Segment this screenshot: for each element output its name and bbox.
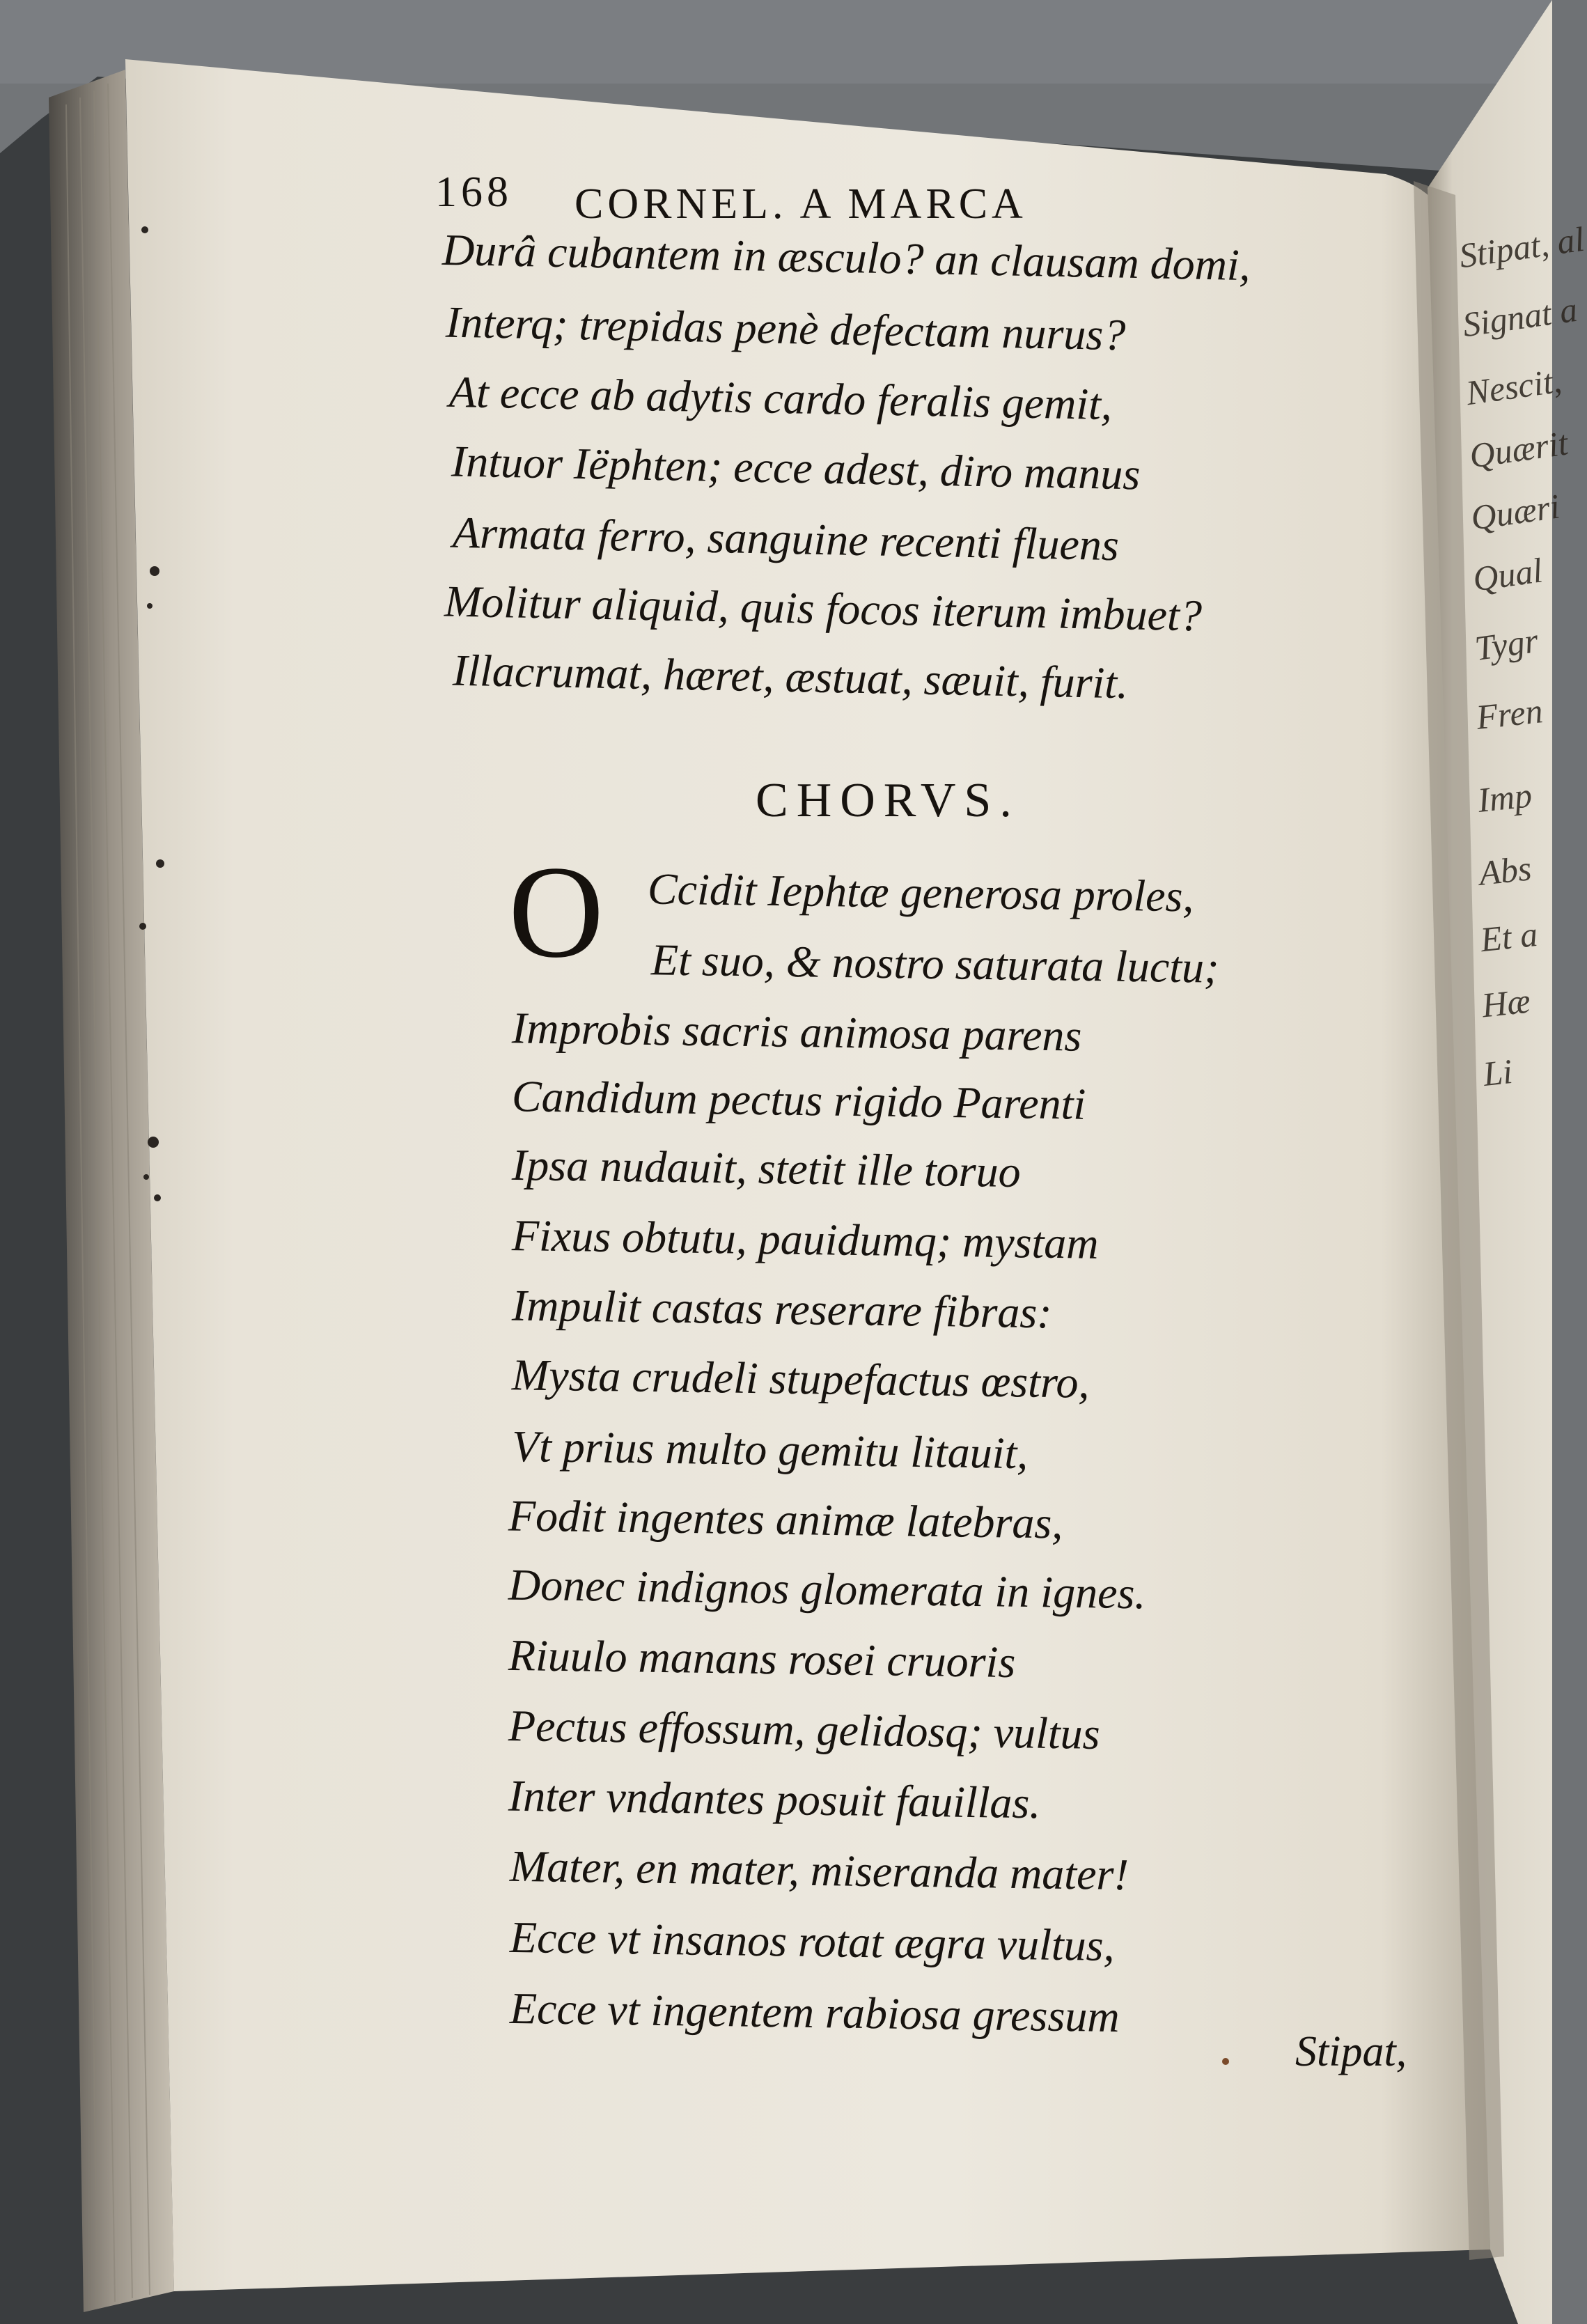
- facing-fragment: Tygr: [1472, 620, 1541, 669]
- verse-line: Molitur aliquid, quis focos iterum imbuet?: [444, 576, 1203, 641]
- facing-fragment: Li: [1481, 1051, 1515, 1094]
- facing-fragment: Qual: [1470, 550, 1545, 599]
- facing-fragment: Nescit,: [1463, 360, 1564, 413]
- chorus-line: Ipsa nudauit, stetit ille toruo: [511, 1139, 1022, 1197]
- verse-line: Armata ferro, sanguine recenti fluens: [452, 507, 1120, 570]
- chorus-first-line: Ccidit Iephtæ generosa proles,: [647, 864, 1194, 921]
- verse-line: Interq; trepidas penè defectam nurus?: [445, 297, 1126, 360]
- chorus-line: Ecce vt insanos rotat ægra vultus,: [509, 1912, 1116, 1971]
- chorus-line: Mysta crudeli stupefactus œstro,: [511, 1350, 1090, 1407]
- section-heading: CHORVS.: [756, 774, 1020, 827]
- chorus-line: Impulit castas reserare fibras:: [511, 1280, 1053, 1338]
- chorus-line: Vt prius multo gemitu litauit,: [511, 1421, 1029, 1479]
- facing-fragment: Fren: [1474, 691, 1545, 737]
- facing-fragment: Quæri: [1468, 486, 1563, 538]
- facing-fragment: Imp: [1476, 775, 1534, 820]
- chorus-line: Mater, en mater, miseranda mater!: [509, 1841, 1129, 1900]
- facing-fragment: Signat a: [1460, 289, 1580, 345]
- facing-fragment: Abs: [1477, 848, 1533, 893]
- verse-line: Durâ cubantem in æsculo? an clausam domi,: [441, 224, 1251, 290]
- chorus-line: Riuulo manans rosei cruoris: [508, 1630, 1016, 1687]
- chorus-line: Ecce vt ingentem rabiosa gressum: [509, 1983, 1120, 2042]
- drop-cap: O: [508, 839, 604, 985]
- chorus-line: Candidum pectus rigido Parenti: [511, 1071, 1086, 1129]
- facing-fragment: Stipat, al: [1456, 219, 1587, 276]
- chorus-line: Donec indignos glomerata in ignes.: [508, 1559, 1146, 1619]
- verse-line: At ecce ab adytis cardo feralis gemit,: [448, 366, 1113, 430]
- running-title: CORNEL. A MARCA: [574, 180, 1027, 228]
- chorus-line: Fixus obtutu, pauidumq; mystam: [511, 1210, 1100, 1268]
- chorus-line: Pectus effossum, gelidosq; vultus: [508, 1701, 1101, 1758]
- catchword: Stipat,: [1295, 2028, 1407, 2075]
- chorus-line: Inter vndantes posuit fauillas.: [508, 1770, 1041, 1828]
- facing-fragment: Hæ: [1480, 981, 1533, 1025]
- facing-fragment: Et a: [1478, 914, 1540, 960]
- verse-line: Intuor Iëphten; ecce adest, diro manus: [451, 436, 1141, 499]
- page-number: 168: [435, 169, 513, 216]
- verse-line: Illacrumat, hæret, æstuat, sæuit, furit.: [452, 645, 1129, 708]
- chorus-line: Et suo, & nostro saturata luctu;: [650, 935, 1219, 992]
- chorus-line: Fodit ingentes animæ latebras,: [508, 1490, 1063, 1548]
- chorus-line: Improbis sacris animosa parens: [511, 1003, 1082, 1061]
- facing-fragment: Quærit: [1467, 423, 1570, 476]
